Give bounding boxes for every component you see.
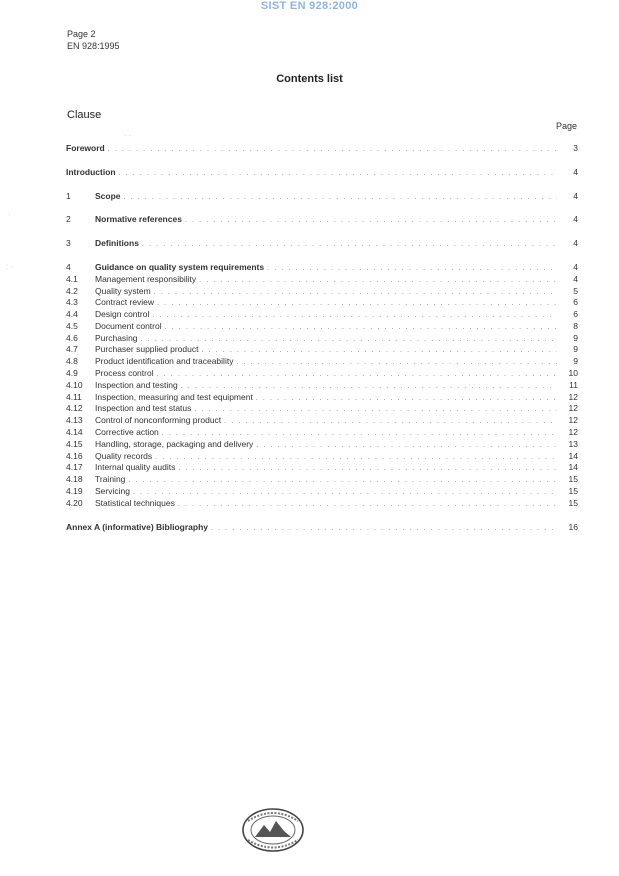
- toc-title: Purchaser supplied product: [95, 344, 199, 354]
- leader-dots: [181, 381, 557, 392]
- toc-title: Inspection, measuring and test equipment: [95, 392, 253, 402]
- toc-title: Scope: [95, 191, 121, 201]
- toc-number: 4.3: [66, 297, 78, 307]
- toc-number: 4.14: [66, 427, 83, 437]
- leader-dots: [194, 404, 557, 415]
- toc-title: Corrective action: [95, 427, 159, 437]
- toc-row[interactable]: [66, 143, 578, 154]
- leader-dots: [152, 310, 557, 321]
- leader-dots: [142, 239, 557, 250]
- standard-number: EN 928:1995: [67, 41, 120, 51]
- toc-title: Statistical techniques: [95, 498, 175, 508]
- toc-row[interactable]: [66, 522, 578, 533]
- toc-number: 4.13: [66, 415, 83, 425]
- toc-title: Normative references: [95, 214, 182, 224]
- leader-dots: [157, 369, 557, 380]
- toc-page: 12: [568, 427, 578, 437]
- toc-row[interactable]: [66, 439, 578, 450]
- toc-row[interactable]: [66, 380, 578, 391]
- leader-dots: [128, 475, 557, 486]
- toc-row[interactable]: [66, 392, 578, 403]
- toc-row[interactable]: [66, 274, 578, 285]
- leader-dots: [162, 428, 557, 439]
- toc-row[interactable]: [66, 403, 578, 414]
- toc-page: 9: [573, 333, 578, 343]
- leader-dots: [211, 523, 557, 534]
- toc-number: 4.19: [66, 486, 83, 496]
- toc-row[interactable]: [66, 415, 578, 426]
- toc-page: 4: [573, 274, 578, 284]
- toc-title: Handling, storage, packaging and delivery: [95, 439, 254, 449]
- leader-dots: [124, 192, 557, 203]
- leader-dots: [178, 463, 557, 474]
- toc-number: 2: [66, 214, 71, 224]
- toc-page: 9: [573, 344, 578, 354]
- toc-title: Quality system: [95, 286, 151, 296]
- toc-page: 4: [573, 238, 578, 248]
- leader-dots: [256, 440, 557, 451]
- toc-page: 11: [569, 380, 578, 390]
- toc-page: 14: [568, 451, 578, 461]
- toc-title: Inspection and testing: [95, 380, 178, 390]
- toc-page: 12: [568, 415, 578, 425]
- toc-page: 12: [568, 392, 578, 402]
- leader-dots: [157, 298, 557, 309]
- toc-page: 5: [573, 286, 578, 296]
- toc-title: Quality records: [95, 451, 153, 461]
- toc-title: Annex A (informative) Bibliography: [66, 522, 208, 532]
- library-seal-stamp: [240, 807, 306, 853]
- toc-page: 10: [568, 368, 578, 378]
- toc-row[interactable]: [66, 462, 578, 473]
- toc-page: 15: [568, 474, 578, 484]
- toc-page: 4: [573, 191, 578, 201]
- toc-row[interactable]: [66, 451, 578, 462]
- toc-row[interactable]: [66, 333, 578, 344]
- toc-number: 4.9: [66, 368, 78, 378]
- leader-dots: [199, 275, 557, 286]
- toc-title: Internal quality audits: [95, 462, 176, 472]
- toc-page: 14: [568, 462, 578, 472]
- toc-page: 13: [568, 439, 578, 449]
- toc-row[interactable]: [66, 309, 578, 320]
- scan-artifact: ·: [8, 210, 11, 219]
- toc-row[interactable]: [66, 297, 578, 308]
- toc-number: 4.7: [66, 344, 78, 354]
- toc-row[interactable]: [66, 474, 578, 485]
- page-header: [67, 28, 120, 52]
- leader-dots: [236, 357, 557, 368]
- toc-title: Document control: [95, 321, 162, 331]
- toc-row[interactable]: [66, 167, 578, 178]
- toc-title: Contract review: [95, 297, 155, 307]
- toc-title: Introduction: [66, 167, 116, 177]
- toc-title: Purchasing: [95, 333, 138, 343]
- toc-page: 16: [568, 522, 578, 532]
- toc-page: 6: [573, 297, 578, 307]
- toc-title: Inspection and test status: [95, 403, 192, 413]
- toc-page: 6: [573, 309, 578, 319]
- toc-page: 12: [568, 403, 578, 413]
- toc-title: Servicing: [95, 486, 130, 496]
- toc-row[interactable]: [66, 344, 578, 355]
- toc-row[interactable]: [66, 356, 578, 367]
- toc-page: 9: [573, 356, 578, 366]
- toc-row[interactable]: [66, 486, 578, 497]
- toc-title: Management responsibility: [95, 274, 197, 284]
- scan-artifact: · ·: [124, 131, 132, 140]
- toc-number: 3: [66, 238, 71, 248]
- toc-title: Guidance on quality system requirements: [95, 262, 265, 272]
- scan-artifact: : ·: [6, 262, 14, 271]
- toc-number: 1: [66, 191, 71, 201]
- leader-dots: [119, 168, 557, 179]
- leader-dots: [185, 215, 557, 226]
- toc-page: 15: [568, 486, 578, 496]
- toc-number: 4.1: [66, 274, 78, 284]
- page-column-heading: Page: [555, 121, 577, 131]
- leader-dots: [178, 499, 557, 510]
- toc-title: Foreword: [66, 143, 105, 153]
- toc-page: 4: [573, 262, 578, 272]
- toc-number: 4.12: [66, 403, 83, 413]
- toc-title: Training: [95, 474, 126, 484]
- toc-number: 4.18: [66, 474, 83, 484]
- leader-dots: [224, 416, 557, 427]
- toc-row[interactable]: [66, 321, 578, 332]
- clause-column-heading: Clause: [67, 109, 102, 121]
- toc-number: 4.16: [66, 451, 83, 461]
- leader-dots: [108, 144, 557, 155]
- toc-page: 4: [573, 167, 578, 177]
- toc-row[interactable]: [66, 191, 578, 202]
- toc-number: 4.8: [66, 356, 78, 366]
- toc-row[interactable]: [66, 498, 578, 509]
- toc-row[interactable]: [66, 368, 578, 379]
- leader-dots: [133, 487, 557, 498]
- leader-dots: [201, 345, 557, 356]
- toc-number: 4.11: [66, 392, 82, 402]
- toc-number: 4.17: [66, 462, 83, 472]
- toc-row[interactable]: [66, 214, 578, 225]
- toc-title: Design control: [95, 309, 150, 319]
- toc-title: Control of nonconforming product: [95, 415, 222, 425]
- watermark-text: SIST EN 928:2000: [260, 0, 359, 12]
- page-title: Contents list: [276, 73, 343, 85]
- leader-dots: [267, 263, 557, 274]
- toc-number: 4: [66, 262, 71, 272]
- toc-page: 15: [568, 498, 578, 508]
- toc-number: 4.4: [66, 309, 78, 319]
- toc-page: 4: [573, 214, 578, 224]
- toc-title: Process control: [95, 368, 154, 378]
- toc-number: 4.6: [66, 333, 78, 343]
- toc-number: 4.15: [66, 439, 83, 449]
- toc-row[interactable]: [66, 262, 578, 273]
- page-number: Page 2: [67, 29, 96, 39]
- toc-number: 4.5: [66, 321, 78, 331]
- toc-page: 8: [573, 321, 578, 331]
- toc-row[interactable]: [66, 286, 578, 297]
- toc-title: Product identification and traceability: [95, 356, 234, 366]
- toc-number: 4.20: [66, 498, 83, 508]
- leader-dots: [165, 322, 557, 333]
- toc-title: Definitions: [95, 238, 139, 248]
- scan-artifact: · · ·: [468, 380, 481, 389]
- toc-page: 3: [573, 143, 578, 153]
- toc-number: 4.10: [66, 380, 83, 390]
- toc-row[interactable]: [66, 238, 578, 249]
- toc-number: 4.2: [66, 286, 78, 296]
- toc-row[interactable]: [66, 427, 578, 438]
